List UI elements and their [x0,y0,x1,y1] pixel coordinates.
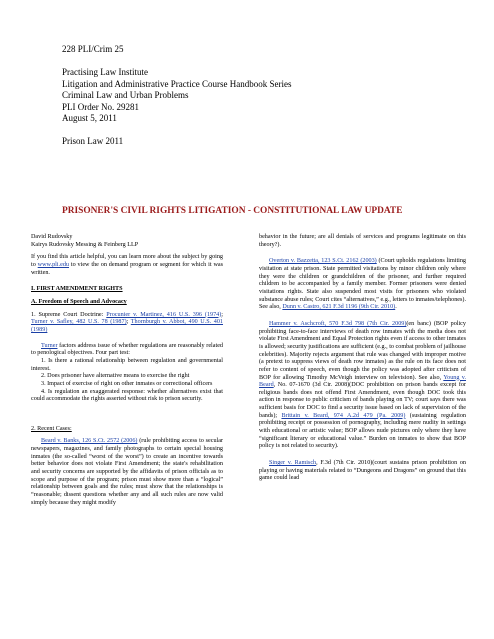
section-heading: I. FIRST AMENDMENT RIGHTS [31,286,123,293]
spacer [31,404,223,426]
overton-link[interactable]: Overton v. Bazzetta, 123 S.Ct. 2162 (2003) [269,258,377,265]
young-text: , No. 07-1670 (3d Cir. 2008)(DOC prohibition on prison bands except for religious bands does not offend First Amendment, even though DOC took this action in response to public criticism of bands playing on TV; court says there was sufficient basis for DOC to find a security issue based on lack of supervision of the bands); [259,382,466,419]
helpful-text: If you find this article helpful, you can learn more about the subject by going to [31,254,223,268]
overton-text: (Court upholds regulations limiting visitation at state prison. State permitted visitations by minor children only where they were the children or grandchildren of the prisoner, and further required children to be accompanied by a family member. Former prisoners were denied visitations rights. State also suspended most visits for prisoners who violated substance abuse rules; Court cites “alternatives,” e.g., letters to inmates/telephones). See also, [259,258,466,311]
author-name: David Rudovsky [31,234,73,240]
spacer [31,335,223,343]
factor-item-2: 2. Does prisoner have alternative means to exercise the right [41,373,190,380]
separator: ; [221,311,223,318]
factor-item-3: 3. Impact of exercise of right on other inmates or correctional officers [41,380,213,387]
course-line: Criminal Law and Urban Problems [62,90,189,100]
hammer-text: (en banc) (BOP policy prohibiting face-to-face interviews of death row inmates with the media does not violate First Amendment and Equal Protection rights even if access to other inmates is allowed; security justifications are sufficient (e.g., to combat problem of jailhouse celebrities). Majority rejects argument that rule was changed with improper motive (a pretext to suppress views of death row inmates) as the rule on its face does not refer to content of speech, even though the policy was adopted after criticism of BOP for allowing Timothy McVeigh interview on television). See also, [259,320,466,381]
young-link[interactable]: Young v. Beard [259,374,466,389]
thornburgh-link[interactable]: Thornburgh v. Abbot, 490 U.S. 401 (1989) [31,319,223,333]
turner-text: factors address issue of whether regulations are reasonably related to penological objectives. Four part test: [31,342,223,357]
period: . [395,304,397,311]
singer-link[interactable]: Singer v. Ramisch [269,460,317,467]
singer-text: , F.3d (7th Cir. 2010)(court sustains prison prohibition on playing or having materials related to “Dungeons and Dragons” on ground that this game could lead [259,460,466,482]
brittain-link[interactable]: Brittain v. Beard, 974 A.2d 479 (Pa. 2009) [281,412,406,419]
document-header [62,44,291,148]
header-spacer [62,56,291,68]
hammer-paragraph [259,321,466,451]
beard-paragraph [31,438,223,507]
citation-line: 228 PLI/Crim 25 [62,44,124,54]
factor-item-1: 1. Is there a rational relationship between regulation and governmental interest. [31,357,223,372]
beard-text: (rule prohibiting access to secular newspapers, magazines, and family photographs to certain special housing inmates (the so-called “worst of the worst”) to create an incentive towards better behavior does not violate First Amendment; the state's rehabilitation and security concerns are supported by the affidavits of prison officials as to scope and purpose of the program; prison must show more than a “logical” relationship between goals and the rules; must show that the relationships is “reasonable; dissent questions whether any and all such rules are now valid simply because they might modify [31,438,223,506]
dunn-link[interactable]: Dunn v. Castro, 621 F.3d 1196 (9th Cir. 2010) [282,304,396,311]
turner-paragraph [31,343,223,358]
subsection-heading: A. Freedom of Speech and Advocacy [31,298,127,305]
beard-link[interactable]: Beard v. Banks, 126 S.Ct. 2572 (2006) [41,438,138,445]
publisher-line: Practising Law Institute [62,67,148,77]
recent-cases-heading: 2. Recent Cases: [31,425,72,432]
turner-link[interactable]: Turner [41,342,58,349]
doctrine-label: 1. Supreme Court Doctrine: [31,311,107,318]
overton-paragraph [259,258,466,312]
procunier-link[interactable]: Procunier v. Martinez, 416 U.S. 396 (1974) [106,311,222,318]
singer-paragraph [259,460,466,483]
factor-item-4: 4. Is regulation an exaggerated response: whether alternatives exist that could accommodate the rights asserted without risk to prison security. [31,388,223,403]
header-spacer [62,125,291,137]
brittain-text: (sustaining regulation prohibiting receipt or possession of pornography, including mere nudity in settings with educational or artistic value; BOP allows nude pictures only where they have “significant literary or educational value.” Burden on inmates to show that BOP policy is not related to security). [259,412,466,450]
continuation-paragraph: behavior in the future; are all denials of services and programs legitimate on this theory?). [259,234,466,248]
series-line: Litigation and Administrative Practice Course Handbook Series [62,78,292,89]
turner-safley-link[interactable]: Turner v. Safley, 482 U.S. 78 (1987) [31,319,127,326]
date-line: August 5, 2011 [62,113,117,123]
separator: ; [126,319,131,326]
program-line: Prison Law 2011 [62,136,124,146]
helpful-paragraph [31,254,223,277]
doctrine-paragraph [31,312,223,335]
left-column [31,234,223,512]
order-number-line: PLI Order No. 29281 [62,101,139,112]
helpful-text-end: to view the on demand program or segment for which it was written. [31,261,223,276]
document-title: PRISONER'S CIVIL RIGHTS LITIGATION - CONSTITUTIONAL LAW UPDATE [62,206,403,216]
author-firm: Kairys Rudovsky Messing & Feinberg LLP [31,241,139,248]
pli-link[interactable]: www.pli.edu [37,261,69,268]
hammer-link[interactable]: Hammer v. Aschcroft, 570 F.3d 798 (7th Cir. 2009) [269,320,407,327]
right-column [259,234,466,488]
